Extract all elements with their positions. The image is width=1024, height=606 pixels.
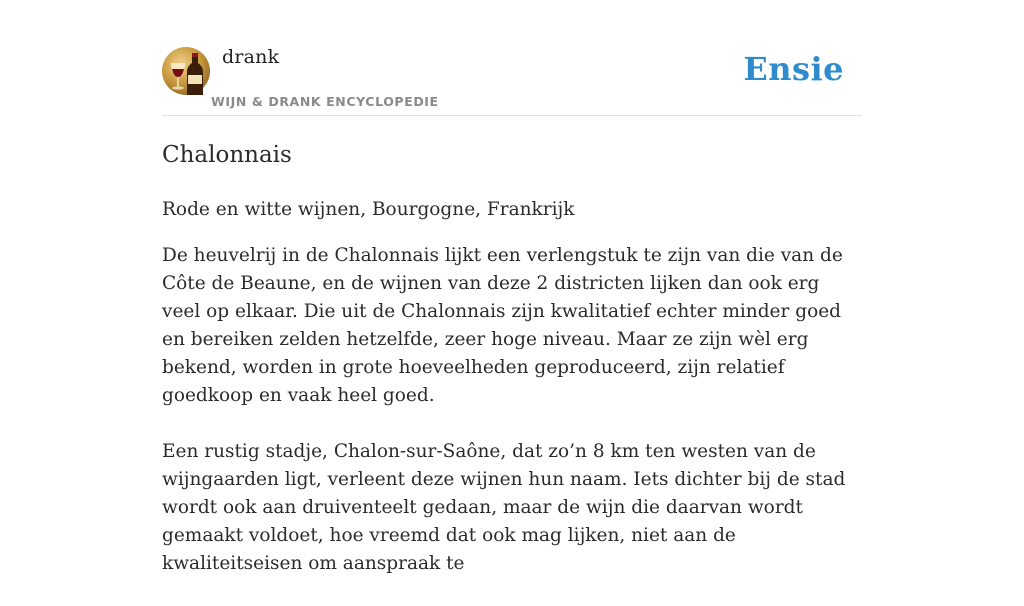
- brand-logo[interactable]: Ensie: [743, 50, 844, 88]
- article-paragraph: Een rustig stadje, Chalon-sur-Saône, dat zo’n 8 km ten westen van de wijngaarden ligt, verleent deze wijnen hun naam. Iets dichter bij de stad wordt ook aan druiventeelt gedaan, maar de wijn die daarvan wordt gemaakt voldoet, hoe vreemd dat ook mag lijken, niet aan de kwaliteitseisen om aanspraak te: [162, 441, 846, 574]
- page-title: Chalonnais: [162, 142, 292, 168]
- article-paragraph: De heuvelrij in de Chalonnais lijkt een verlengstuk te zijn van die van de Côte de Beaune, en de wijnen van deze 2 districten lijken dan ook erg veel op elkaar. Die uit de Chalonnais zijn kwalitatief echter minder goed en bereiken zelden hetzelfde, zeer hoge niveau. Maar ze zijn wèl erg bekend, worden in grote hoeveelheden geproduceerd, zijn relatief goedkoop en vaak heel goed.: [162, 245, 843, 406]
- category-avatar[interactable]: [162, 47, 210, 95]
- category-subtitle: WIJN & DRANK ENCYCLOPEDIE: [211, 94, 439, 109]
- category-title[interactable]: drank: [222, 46, 280, 68]
- header: [162, 40, 862, 116]
- article: [162, 138, 862, 606]
- wine-bottle-glass-icon: [162, 47, 210, 95]
- article-subtitle: Rode en witte wijnen, Bourgogne, Frankrijk: [162, 199, 575, 220]
